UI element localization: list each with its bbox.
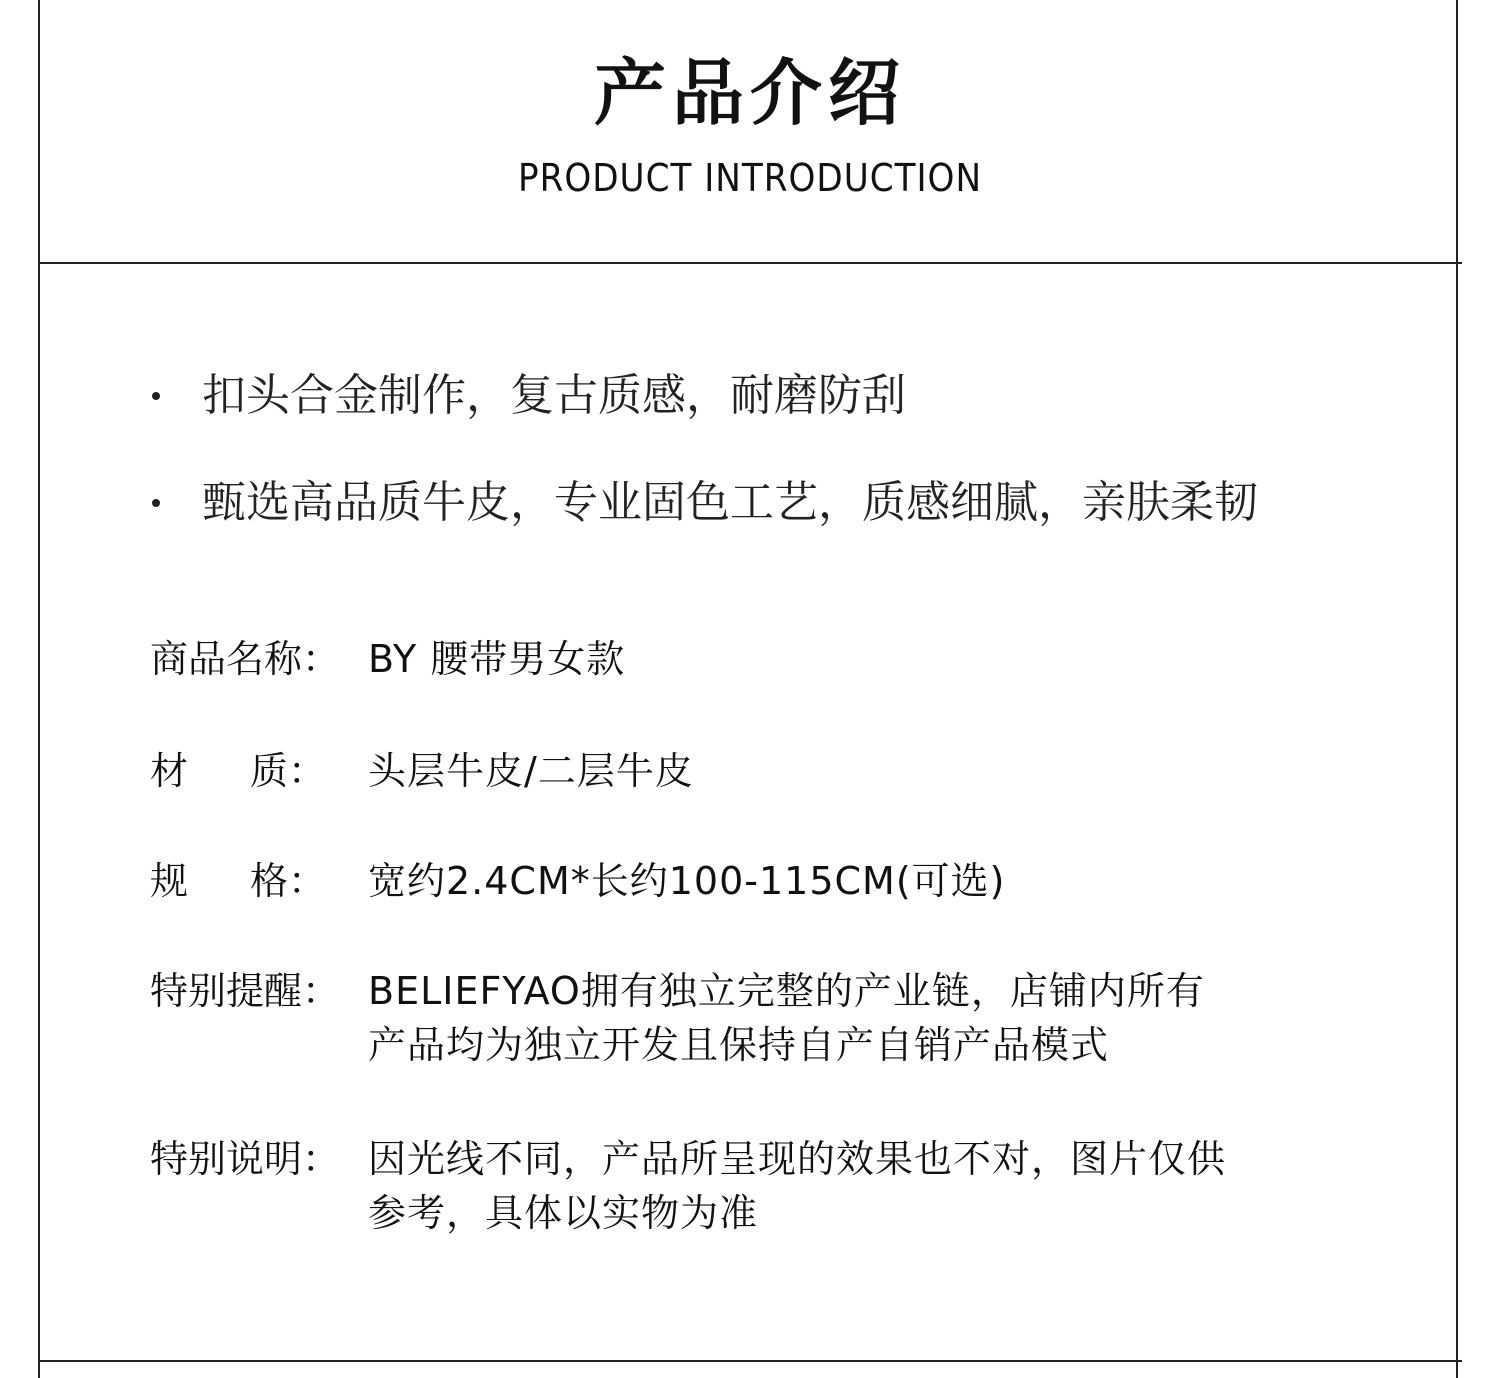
spec-label: [150, 744, 370, 798]
spec-label: 特别说明：: [150, 1137, 341, 1181]
feature-item: [150, 364, 1390, 428]
spec-value-line: 参考，具体以实物为准: [368, 1191, 759, 1235]
spec-label-part: 质：: [249, 749, 326, 793]
bullet-icon: [152, 392, 160, 400]
page-subtitle: PRODUCT INTRODUCTION: [517, 156, 983, 200]
spec-label: [150, 854, 370, 908]
spec-row-note: [150, 1132, 1226, 1240]
spec-value-line: 产品均为独立开发且保持自产自销产品模式: [368, 1023, 1110, 1067]
header-divider: [38, 262, 1462, 264]
spec-value-line: 宽约2.4CM*长约100-115CM(可选): [368, 859, 1006, 903]
spec-value-line: BY 腰带男女款: [368, 637, 626, 681]
spec-value-line: BELIEFYAO拥有独立完整的产业链，店铺内所有: [368, 969, 1205, 1013]
spec-label-part: 材: [150, 749, 189, 793]
spec-label: 商品名称：: [150, 637, 341, 681]
spec-label: 特别提醒：: [150, 969, 341, 1013]
spec-row-size: [150, 854, 1006, 908]
spec-label-part: 规: [150, 859, 189, 903]
bottom-divider: [38, 1360, 1462, 1362]
spec-row-reminder: [150, 964, 1205, 1072]
spec-value: [368, 744, 694, 798]
feature-text: 扣头合金制作，复古质感，耐磨防刮: [202, 370, 906, 421]
page-title: 产品介绍: [593, 51, 906, 135]
spec-value-line: 头层牛皮/二层牛皮: [368, 749, 694, 793]
feature-list: [150, 364, 1390, 578]
spec-value-line: 因光线不同，产品所呈现的效果也不对，图片仅供: [368, 1137, 1227, 1181]
spec-value: [368, 964, 1205, 1072]
spec-value: [368, 854, 1006, 908]
feature-text: 甄选高品质牛皮，专业固色工艺，质感细腻，亲肤柔韧: [202, 477, 1258, 528]
spec-label-part: 格：: [249, 859, 326, 903]
feature-item: [150, 471, 1390, 535]
spec-value: [368, 632, 625, 686]
spec-value: [368, 1132, 1226, 1240]
bullet-icon: [152, 499, 160, 507]
spec-row-name: [150, 632, 625, 686]
spec-row-material: [150, 744, 694, 798]
